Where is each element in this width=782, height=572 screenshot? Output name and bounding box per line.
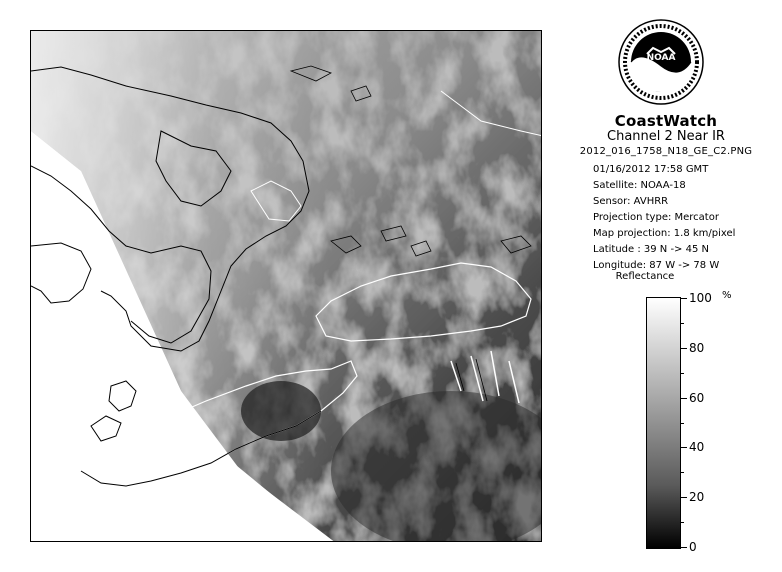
colorbar-title: Reflectance	[615, 271, 675, 282]
colorbar-tick-label: 60	[689, 391, 705, 405]
colorbar-tick	[680, 398, 687, 399]
satellite-image-map	[30, 30, 542, 542]
colorbar-tick	[680, 497, 687, 498]
colorbar-tick-label: 20	[689, 490, 705, 504]
colorbar-tick	[680, 323, 684, 324]
brand-title: CoastWatch	[614, 112, 718, 130]
satellite-label: Satellite: NOAA-18	[593, 180, 686, 191]
colorbar-tick	[680, 447, 687, 448]
colorbar-tick-label: 40	[689, 440, 705, 454]
satellite-imagery-svg	[31, 31, 542, 542]
colorbar-tick	[680, 522, 684, 523]
colorbar-tick	[680, 423, 684, 424]
longitude-label: Longitude: 87 W -> 78 W	[593, 260, 720, 271]
colorbar-tick	[680, 348, 687, 349]
colorbar-unit: %	[722, 290, 732, 301]
noaa-logo-icon	[617, 18, 705, 106]
reflectance-colorbar	[646, 297, 681, 549]
sensor-label: Sensor: AVHRR	[593, 196, 669, 207]
filename-label: 2012_016_1758_N18_GE_C2.PNG	[579, 146, 753, 157]
map-projection-label: Map projection: 1.8 km/pixel	[593, 228, 736, 239]
channel-label: Channel 2 Near IR	[607, 129, 725, 144]
logo-text: NOAA	[646, 53, 676, 63]
latitude-label: Latitude : 39 N -> 45 N	[593, 244, 709, 255]
colorbar-tick	[680, 472, 684, 473]
colorbar-tick	[680, 547, 687, 548]
colorbar-tick-label: 80	[689, 341, 705, 355]
colorbar-tick	[680, 373, 684, 374]
projection-type-label: Projection type: Mercator	[593, 212, 719, 223]
colorbar-tick-label: 100	[689, 291, 712, 305]
colorbar-tick-label: 0	[689, 540, 697, 554]
datetime-label: 01/16/2012 17:58 GMT	[593, 164, 709, 175]
colorbar-tick	[680, 298, 687, 299]
